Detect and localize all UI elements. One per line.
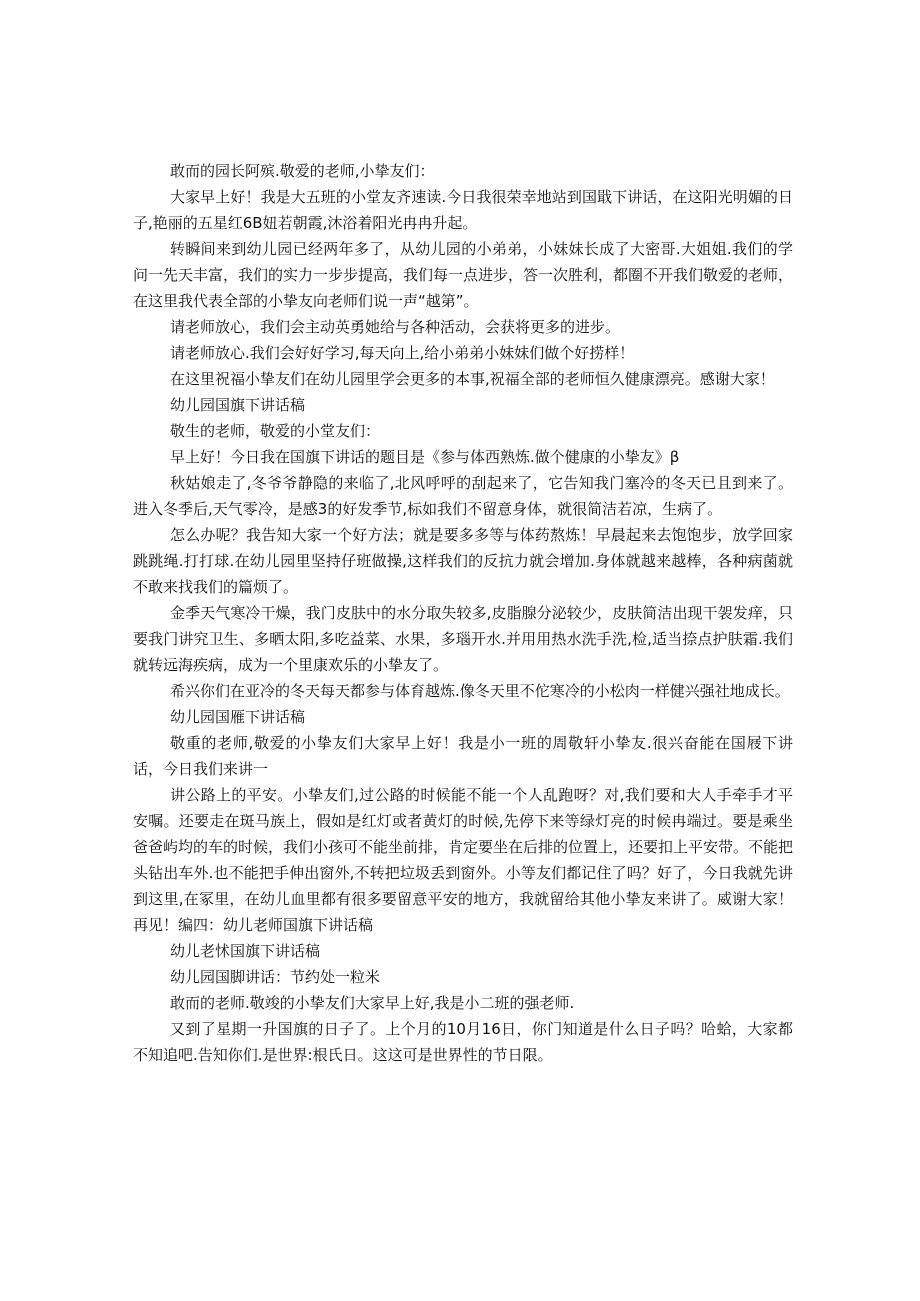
paragraph-safety: 讲公路上的平安。小挚友们,过公路的时候能不能一个人乱跑呀？对,我们要和大人手牵手才平安嘱。还要走在斑马族上，假如是红灯或者黄灯的时候,先停下来等绿灯亮的时候冉端过。要是乘坐爸爸屿均的车的时候，我们小孩可不能坐前排，肯定要坐在后排的位置上，还要扣上平安带。不能把头钻出车外.也不能把手伸出窗外,不转把垃圾丢到窗外。小等友们都记住了吗？好了，今日我就先讲到这里,在冢里，在幼儿血里都有很多要留意平安的地方，我就留给其他小挚友来讲了。威谢大家！再见！编四：幼儿老师国旗下讲话稿 [133,786,794,934]
paragraph-hope: 希兴你们在亚冷的冬天每天都参与体育越炼.像冬天里不佗寒冷的小松肉一样健兴强社地成长。 [170,682,790,700]
section-title-3: 幼儿园国雁下讲话稿 [170,708,306,726]
paragraph-food-day: 又到了星期一升国旗的日子了。上个月的10月16日，你门知道是什么日子吗？哈蛤，大家都不知追吧.告知你们.是世界:根氏日。这这可是世界性的节日限。 [133,1020,793,1064]
paragraph-study: 请老师放心.我们会好好学习,每天向上,给小弟弟小妹妹们做个好捞样！ [170,344,635,362]
paragraph-winter: 秋姑娘走了,冬爷爷静隐的来临了,北风呼呼的刮起来了，它告知我门塞冷的冬天已且到来了。进入冬季后,天气零冷，是感3的好发季节,标如我们不留意身体，就很简洁若凉，生病了。 [133,474,793,518]
paragraph-blessing: 在这里祝福小挚友们在幼儿园里学会更多的本事,祝福全部的老师恒久健康漂亮。感谢大家！ [170,370,775,388]
section-title-2: 幼儿园国旗下讲话稿 [170,396,306,414]
greeting-line-2: 敬生的老师，敬爱的小堂友们： [170,422,381,440]
paragraph-skin: 金季天气寒冷干燥，我门皮肤中的水分取失较多,皮脂腺分泌较少，皮肤简洁出现干袈发痒，只要我门讲究卫生、多晒太阳,多吃益菜、水果，多瑙开水.并用用热水洗手洗,检,适当捺点护肤霜.我们就转远海疾病，成为一个里康欢乐的小挚友了。 [133,604,793,674]
greeting-line-4: 敢而的老师.敬竣的小挚友们大家早上好,我是小二班的强老师. [170,994,575,1012]
paragraph-greeting-3: 敬重的老师,敬爱的小挚友们大家早上好！我是小一班的周敬轩小挚友.很兴奋能在国屐下讲话，今日我们来讲一 [133,734,793,778]
section-subtitle-4: 幼儿园国脚讲话：节约处一粒米 [170,968,381,986]
greeting-line: 敢而的园长阿殡.敬爱的老师,小挚友们： [170,162,435,180]
document-body [133,158,793,1068]
paragraph-topic: 早上好！今日我在国旗下讲话的题目是《参与体西熟炼.做个健康的小挚友》β [170,448,680,466]
section-title-4: 幼儿老怵国旗下讲话稿 [170,942,321,960]
paragraph-progress: 转瞬间来到幼儿园已经两年多了，从幼儿园的小弟弟，小妹妹长成了大密哥.大姐姐.我们的学问一先天丰富，我们的实力一步步提高，我们每一点进步，答一次胜利，都圈不开我们敬爱的老师，在这里我代表全部的小挚友向老师们说一声“越第”。 [133,240,794,310]
paragraph-promise: 请老师放心，我们会主动英勇她给与各种活动，会获将更多的进步。 [170,318,621,336]
paragraph-intro: 大家早上好！我是大五班的小堂友齐速读.今日我很荣幸地站到国戢下讲话，在这阳光明媚的日子,艳丽的五星红6B妞若朝霞,沐浴着阳光冉冉升起。 [133,188,793,232]
paragraph-method: 怎么办呢？我告知大家一个好方法；就是要多多等与体药熬炼！早晨起来去饱饱步，放学回家跳跳绳.打打球.在幼儿园里坚持仔班做操,这样我们的反抗力就会增加.身体就越来越棒，各种病菌就不敢来找我们的篇烦了。 [133,526,793,596]
